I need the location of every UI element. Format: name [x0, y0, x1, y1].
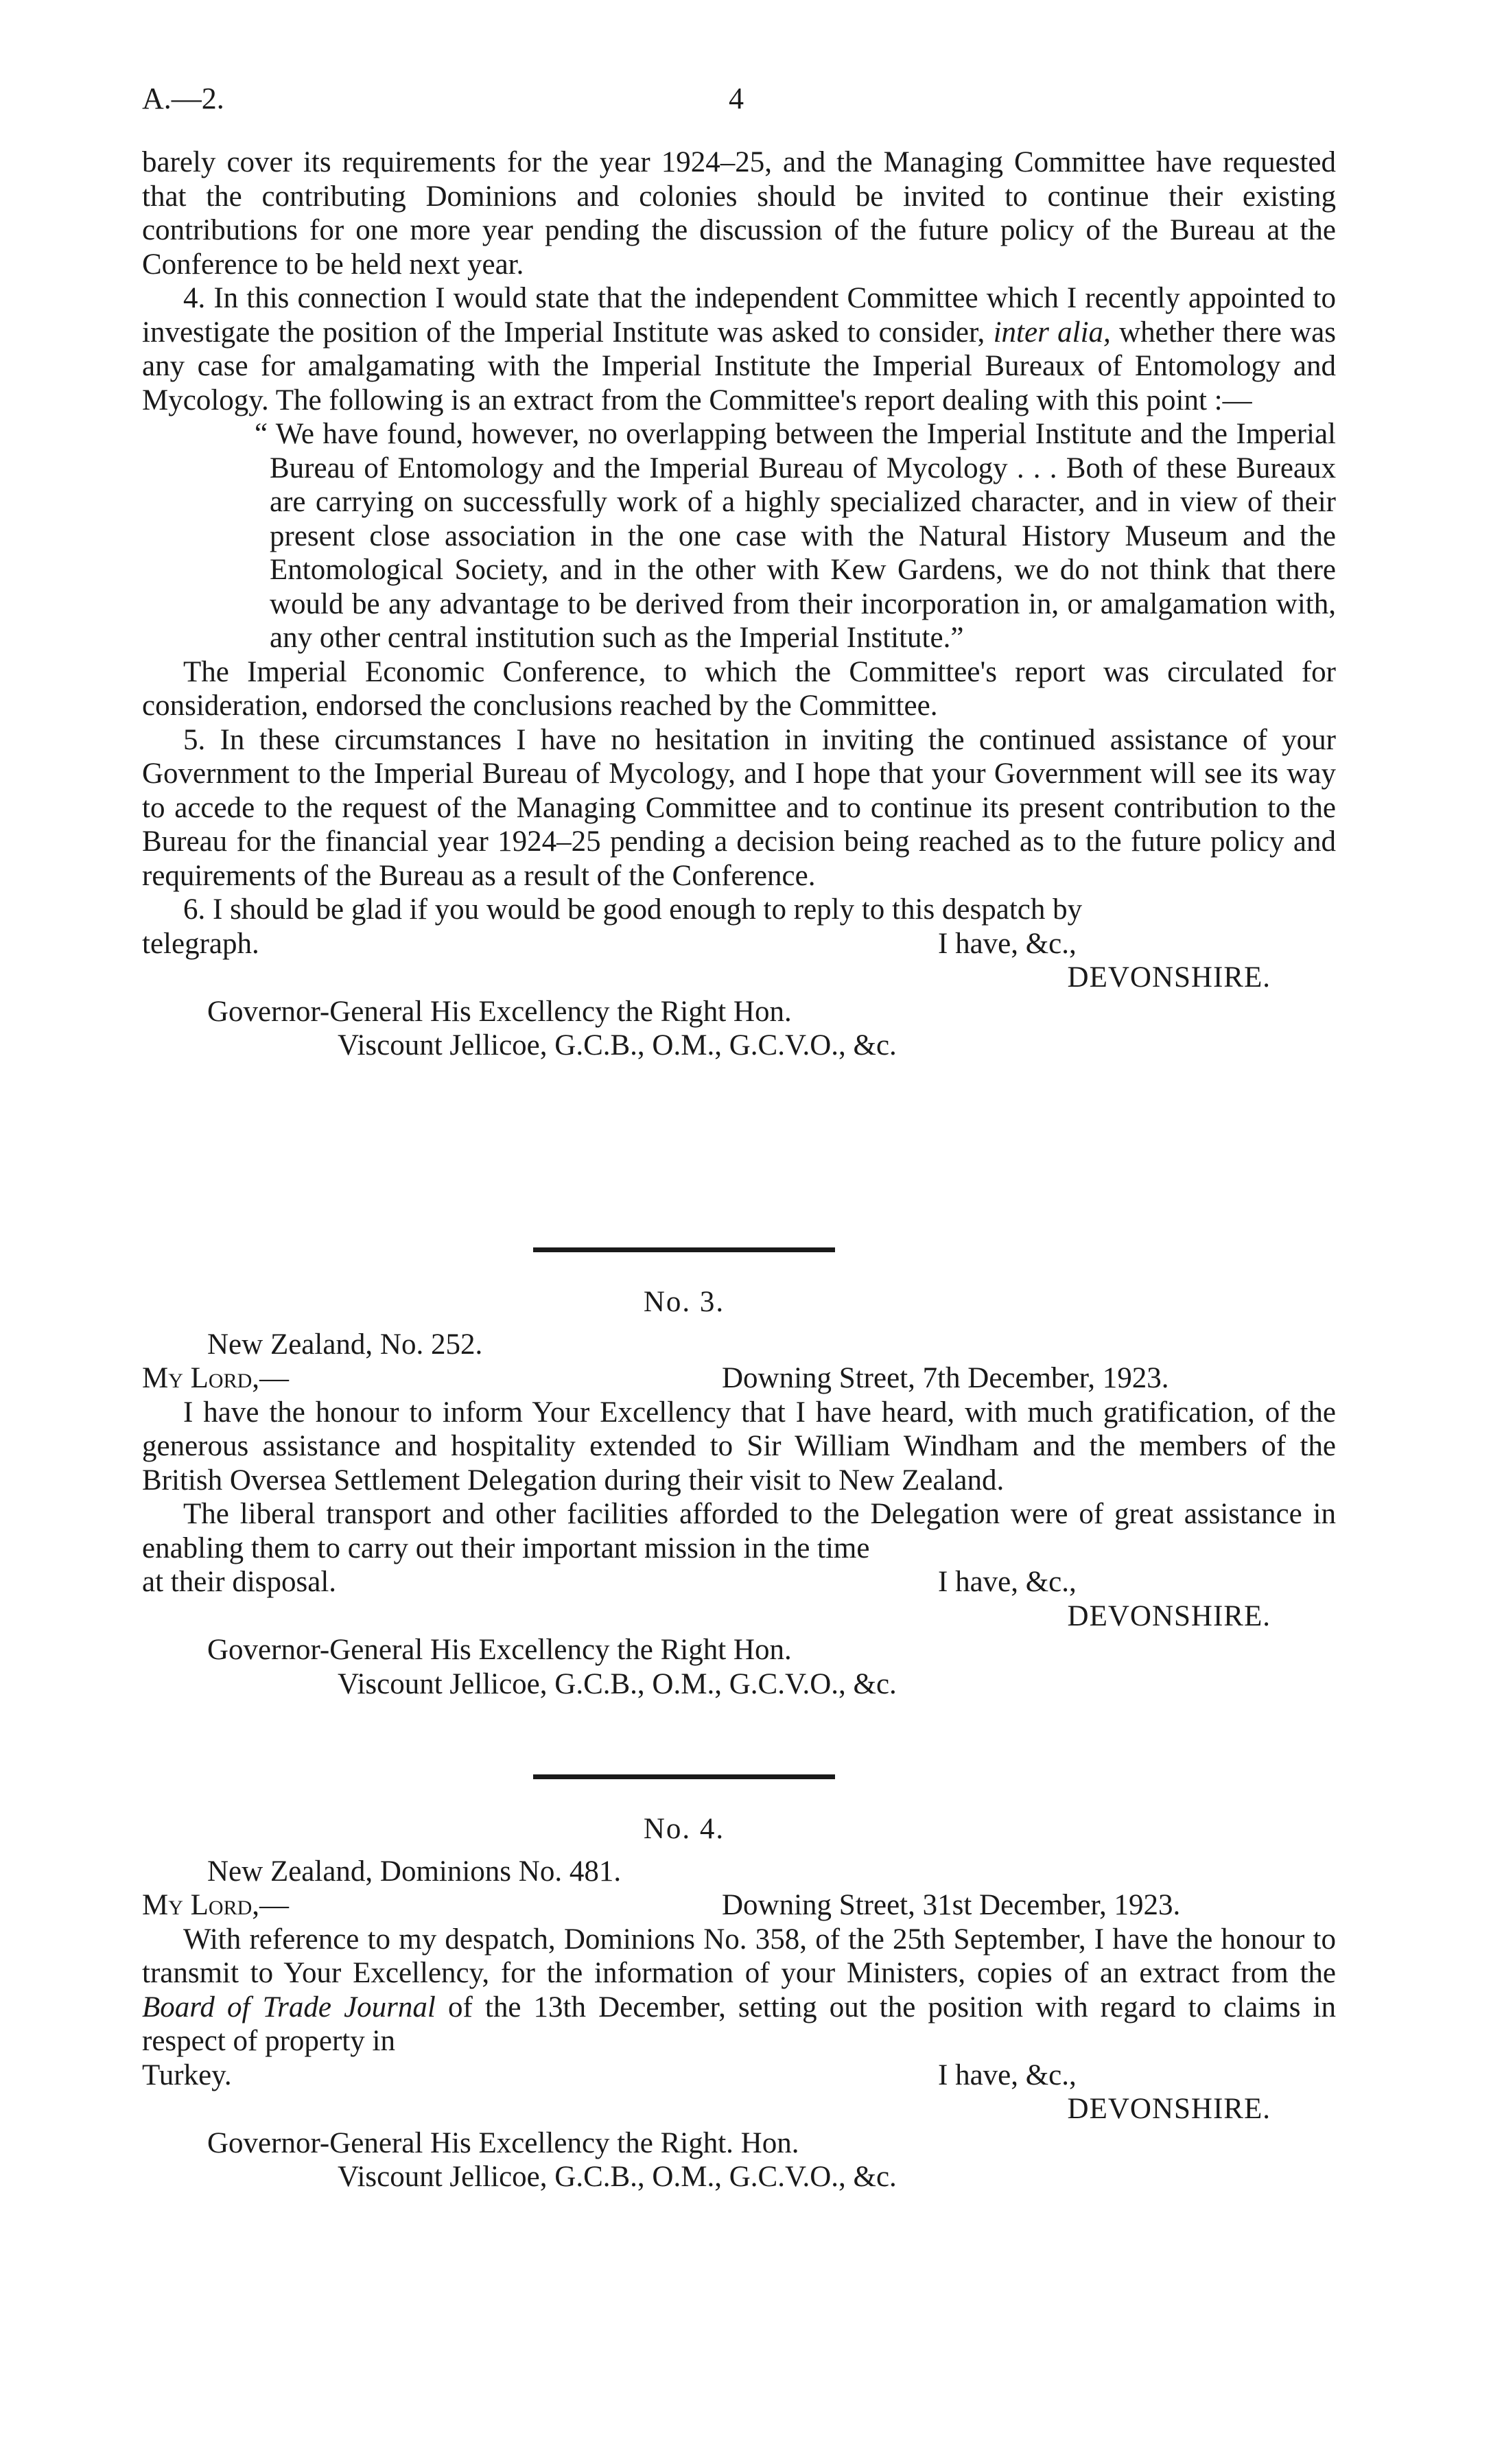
- paragraph-conference: The Imperial Economic Conference, to which the Committee's report was circulated for consideration, endorsed the conclusions reached by the Committee.: [142, 655, 1336, 722]
- despatch-date: Downing Street, 7th December, 1923.: [722, 1362, 1169, 1394]
- signer-name: DEVONSHIRE.: [1067, 961, 1271, 994]
- paragraph-6-end: telegraph.: [142, 927, 259, 960]
- paragraph-4-text-a: 4. In this connection I would state that the independent Committee which I recently appointed to investigate the position of the Imperial Institute was asked to consider,: [142, 282, 1336, 349]
- paragraph-2-end: at their disposal.: [142, 1566, 337, 1598]
- salutation: My Lord,—: [142, 1362, 290, 1394]
- closing-line: [142, 927, 1336, 961]
- paragraph-6: 6. I should be glad if you would be good enough to reply to this despatch by: [183, 893, 1083, 926]
- despatch-date: Downing Street, 31st December, 1923.: [722, 1889, 1181, 1921]
- addressee-line-2: Viscount Jellicoe, G.C.B., O.M., G.C.V.O., &c.: [338, 1667, 897, 1700]
- salutation: My Lord,—: [142, 1889, 290, 1921]
- paragraph-5: 5. In these circumstances I have no hesitation in inviting the continued assistance of your Government to the Imperial Bureau of Mycology, and I hope that your Government will see its way to accede to the request of the Managing Committee and to continue its present contribution to the Bureau for the financial year 1924–25 pending a decision being reached as to the future policy and requirements of the Bureau as a result of the Conference.: [142, 723, 1336, 892]
- committee-report-quote: “ We have found, however, no overlapping between the Imperial Institute and the Imperial Bureau of Entomology and the Imperial Bureau of Mycology . . . Both of these Bureaux are carrying on successfully work of a highly specialized character, and in view of their present close association in the one case with the Natural History Museum and the Entomological Society, and in the other with Kew Gardens, we do not think that there would be any advantage to be derived from their incorporation in, or amalgamation with, any other central institution such as the Imperial Institute.”: [255, 418, 1336, 654]
- addressee-line-2: Viscount Jellicoe, G.C.B., O.M., G.C.V.O., &c.: [338, 1029, 897, 1061]
- addressee-line-1: Governor-General His Excellency the Right. Hon.: [207, 2126, 799, 2159]
- closing-line: [142, 1565, 1336, 1599]
- section-divider: [533, 1247, 835, 1252]
- salutation-dateline: [142, 1361, 1336, 1396]
- addressee-line-1: Governor-General His Excellency the Right Hon.: [207, 1634, 792, 1666]
- inter-alia-italic: inter alia,: [993, 316, 1111, 349]
- paragraph-4-text-b: whether there was any case for amalgamating with the Imperial Institute the Imperial Bureaux of Entomology and Mycology. The following is an extract from the Committee's report dealing with this point :—: [142, 316, 1337, 416]
- despatch-title: No. 4.: [643, 1813, 725, 1845]
- signer-name: DEVONSHIRE.: [1067, 1599, 1271, 1632]
- paragraph-3-continued: barely cover its requirements for the year 1924–25, and the Managing Committee have requested that the contributing Dominions and colonies should be invited to continue their existing contributions for one more year pending the discussion of the future policy of the Bureau at the Conference to be held next year.: [142, 146, 1336, 281]
- closing-phrase: I have, &c.,: [938, 1566, 1077, 1598]
- paragraph-1: I have the honour to inform Your Excellency that I have heard, with much gratification, of the generous assistance and hospitality extended to Sir William Windham and the members of the British Oversea Settlement Delegation during their visit to New Zealand.: [142, 1396, 1336, 1497]
- paragraph-1: [142, 1923, 1336, 2058]
- page-number: 4: [729, 82, 744, 115]
- section-divider: [533, 1774, 835, 1779]
- addressee-line-1: Governor-General His Excellency the Right Hon.: [207, 995, 792, 1028]
- salutation-dateline: [142, 1888, 1336, 1923]
- despatch-reference: New Zealand, No. 252.: [207, 1328, 483, 1361]
- despatch-continuation: [142, 145, 1336, 1063]
- paragraph-1-text-b: of the 13th December, setting out the position with regard to claims in respect of property in: [142, 1991, 1336, 2057]
- closing-line: [142, 2058, 1336, 2093]
- despatch-no-4: [142, 1774, 1336, 2194]
- page-header-ref: A.—2.: [142, 82, 224, 115]
- despatch-title: No. 3.: [643, 1286, 725, 1318]
- despatch-reference: New Zealand, Dominions No. 481.: [207, 1855, 622, 1888]
- closing-phrase: I have, &c.,: [938, 927, 1077, 960]
- closing-phrase: I have, &c.,: [938, 2058, 1077, 2091]
- paragraph-2: The liberal transport and other facilities afforded to the Delegation were of great assistance in enabling them to carry out their important mission in the time: [142, 1498, 1336, 1564]
- journal-title-italic: Board of Trade Journal: [142, 1991, 436, 2023]
- paragraph-4: [142, 281, 1336, 417]
- addressee-line-2: Viscount Jellicoe, G.C.B., O.M., G.C.V.O., &c.: [338, 2161, 897, 2193]
- paragraph-1-text-a: With reference to my despatch, Dominions No. 358, of the 25th September, I have the honour to transmit to Your Excellency, for the information of your Ministers, copies of an extract from the: [142, 1923, 1336, 1989]
- signer-name: DEVONSHIRE.: [1067, 2093, 1271, 2125]
- despatch-no-3: [142, 1247, 1336, 1701]
- paragraph-1-end: Turkey.: [142, 2058, 232, 2091]
